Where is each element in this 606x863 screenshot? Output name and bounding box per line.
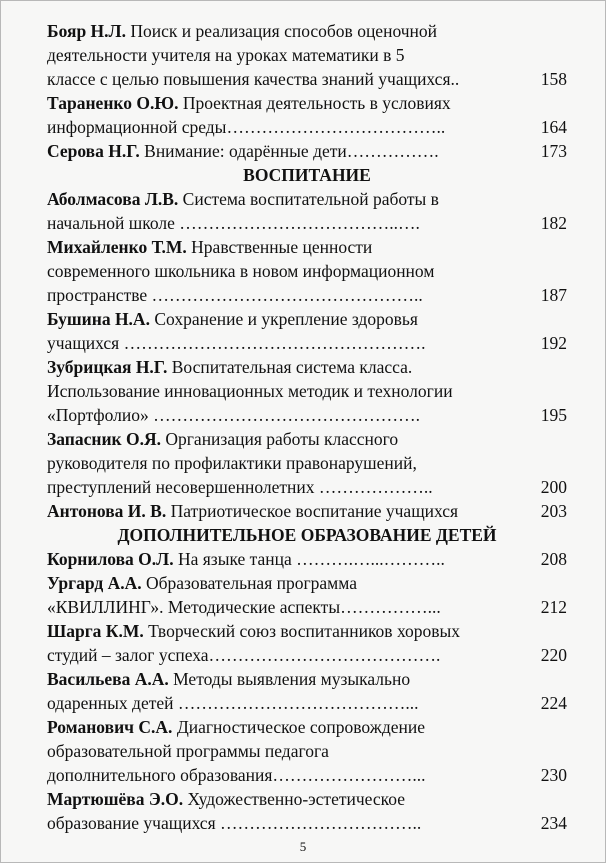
toc-entry [47,547,567,571]
toc-entry [47,427,567,499]
toc-author: Ургард А.А. [47,573,142,593]
toc-entry [47,91,567,139]
toc-entry-line: учащихся ……………………………………………. [47,333,426,353]
toc-entry-line: Зубрицкая Н.Г. Воспитательная система класса. [47,357,413,377]
toc-author: Тараненко О.Ю. [47,93,179,113]
toc-author: Запасник О.Я. [47,429,161,449]
toc-page-number: 200 [540,477,567,497]
toc-entry-line: Мартюшёва Э.О. Художественно-эстетическое [47,789,405,809]
toc-entry [47,715,567,787]
toc-entry-line: одаренных детей …………………………………... [47,693,419,713]
toc-page-number: 230 [540,765,567,785]
toc-entry [47,139,567,163]
toc-author: Аболмасова Л.В. [47,189,179,209]
toc-entry-line: современного школьника в новом информационном [47,261,435,281]
toc-entry-line: Серова Н.Г. Внимание: одарённые дети……………. [47,141,439,161]
toc-author: Антонова И. В. [47,501,167,521]
toc-page-number: 208 [540,549,567,569]
toc-page-number: 195 [540,405,567,425]
toc-entry [47,19,567,91]
toc-entry-line: Михайленко Т.М. Нравственные ценности [47,237,373,257]
toc-author: Корнилова О.Л. [47,549,174,569]
toc-author: Романович С.А. [47,717,173,737]
toc-entry [47,619,567,667]
toc-entry-line: «КВИЛЛИНГ». Методические аспекты……………... [47,597,441,617]
toc-entry-line: классе с целью повышения качества знаний учащихся.. [47,69,460,89]
toc-page-number: 220 [540,645,567,665]
toc-entry-line: образовательной программы педагога [47,741,329,761]
toc-entry-line: Романович С.А. Диагностическое сопровождение [47,717,425,737]
toc-entry-line: Запасник О.Я. Организация работы классного [47,429,399,449]
toc-entry-line: Тараненко О.Ю. Проектная деятельность в условиях [47,93,451,113]
toc-author: Зубрицкая Н.Г. [47,357,168,377]
toc-page-number: 212 [540,597,567,617]
toc-entry-line: Использование инновационных методик и технологии [47,381,453,401]
toc-page-number: 158 [540,69,567,89]
toc-author: Бушина Н.А. [47,309,150,329]
toc-author: Серова Н.Г. [47,141,140,161]
toc-page-number: 182 [540,213,567,233]
toc-entry-line: деятельности учителя на уроках математики в 5 [47,45,405,65]
toc-entry [47,187,567,235]
toc-entry-line: Шарга К.М. Творческий союз воспитанников хоровых [47,621,461,641]
toc-entry [47,499,567,523]
toc-entry-line: Антонова И. В. Патриотическое воспитание учащихся [47,501,459,521]
toc-entry-line: преступлений несовершеннолетних ……………….. [47,477,433,497]
toc-entry-line: Аболмасова Л.В. Система воспитательной работы в [47,189,439,209]
toc-page-number: 173 [540,141,567,161]
toc-page-number: 187 [540,285,567,305]
toc-entry [47,787,567,835]
toc-entry-line: пространстве ……………………………………….. [47,285,423,305]
toc-entry-line: дополнительного образования……………………... [47,765,426,785]
toc-entry-line: студий – залог успеха…………………………………. [47,645,441,665]
toc-entry-line: Васильева А.А. Методы выявления музыкально [47,669,411,689]
toc-entry-line: Бушина Н.А. Сохранение и укрепление здоровья [47,309,418,329]
page-number: 5 [299,839,307,854]
toc-page-number: 192 [540,333,567,353]
toc-author: Мартюшёва Э.О. [47,789,184,809]
toc-entry [47,667,567,715]
toc-page-number: 224 [540,693,567,713]
toc-entry-line: образование учащихся …………………………….. [47,813,422,833]
toc-entry [47,235,567,307]
toc-page-number: 203 [540,501,567,521]
toc-page-number: 234 [540,813,567,833]
toc-entry-line: «Портфолио» ………………………………………. [47,405,421,425]
toc-entry [47,355,567,427]
toc-entry-line: Корнилова О.Л. На языке танца ……….…...……….. [47,549,445,569]
toc-entry [47,571,567,619]
toc-entry-line: информационной среды……………………………….. [47,117,446,137]
table-of-contents [47,19,567,835]
toc-author: Михайленко Т.М. [47,237,187,257]
toc-author: Васильева А.А. [47,669,169,689]
toc-entry-line: начальной школе ………………………………..…. [47,213,420,233]
toc-author: Бояр Н.Л. [47,21,126,41]
toc-entry-line: Бояр Н.Л. Поиск и реализация способов оценочной [47,21,438,41]
section-heading: ВОСПИТАНИЕ [243,165,371,185]
toc-entry-line: руководителя по профилактики правонарушений, [47,453,417,473]
section-heading: ДОПОЛНИТЕЛЬНОЕ ОБРАЗОВАНИЕ ДЕТЕЙ [117,525,497,545]
toc-entry [47,307,567,355]
toc-entry-line: Ургард А.А. Образовательная программа [47,573,357,593]
toc-author: Шарга К.М. [47,621,144,641]
toc-page-number: 164 [540,117,567,137]
